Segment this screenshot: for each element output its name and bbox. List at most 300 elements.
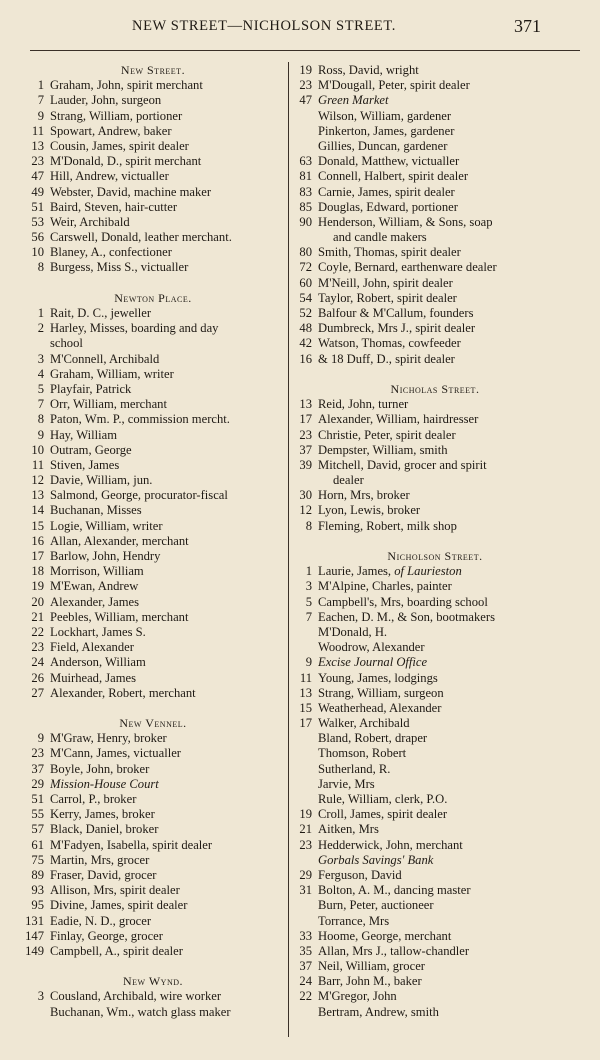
directory-entry (290, 868, 580, 883)
house-number: 16 (31, 533, 44, 548)
resident-name: Bland, Robert, draper (318, 731, 428, 746)
house-number: 95 (31, 898, 44, 913)
resident-name: Gorbals Savings' Bank (318, 852, 434, 867)
house-number: 10 (31, 442, 44, 457)
resident-name: Woodrow, Alexander (318, 640, 425, 655)
resident-name: Hill, Andrew, victualler (50, 169, 169, 184)
directory-entry (22, 124, 284, 139)
resident-text (333, 230, 580, 245)
directory-entry (290, 291, 580, 306)
house-number: 9 (37, 427, 44, 442)
resident-text (318, 671, 580, 686)
resident-text (318, 807, 580, 822)
resident-name: Christie, Peter, spirit dealer (318, 427, 456, 442)
house-number: 29 (299, 867, 312, 882)
resident-name: Buchanan, Misses (50, 503, 142, 518)
house-number: 20 (31, 594, 44, 609)
directory-entry (290, 686, 580, 701)
street-heading: New Wynd. (122, 974, 184, 989)
directory-entry (22, 746, 284, 761)
directory-entry (22, 230, 284, 245)
house-number: 9 (37, 108, 44, 123)
house-number: 23 (31, 154, 44, 169)
directory-entry (290, 838, 580, 853)
resident-text (318, 109, 580, 124)
directory-entry (22, 838, 284, 853)
house-number: 57 (31, 822, 44, 837)
resident-text (318, 185, 580, 200)
resident-text (318, 822, 580, 837)
house-number: 8 (37, 412, 44, 427)
resident-text (50, 655, 284, 670)
house-number: 60 (299, 275, 312, 290)
resident-name: Anderson, William (50, 655, 146, 670)
directory-entry (22, 154, 284, 169)
directory-entry (290, 731, 580, 746)
resident-name: Strang, William, surgeon (318, 685, 444, 700)
resident-text (50, 853, 284, 868)
resident-text (318, 321, 580, 336)
directory-entry (22, 306, 284, 321)
resident-text (50, 200, 284, 215)
house-number: 63 (299, 154, 312, 169)
resident-text (50, 625, 284, 640)
resident-name: Martin, Mrs, grocer (50, 852, 150, 867)
house-number: 37 (299, 442, 312, 457)
house-number: 13 (299, 685, 312, 700)
resident-text (50, 352, 284, 367)
directory-entry (290, 215, 580, 230)
directory-entry (22, 245, 284, 260)
resident-text (318, 503, 580, 518)
directory-entry (290, 200, 580, 215)
directory-entry (22, 503, 284, 518)
directory-entry (22, 686, 284, 701)
running-header (0, 14, 600, 40)
resident-text (50, 488, 284, 503)
resident-name: Jarvie, Mrs (318, 776, 375, 791)
house-number: 17 (31, 549, 44, 563)
directory-entry (22, 428, 284, 443)
resident-text (318, 215, 580, 230)
resident-text (318, 443, 580, 458)
street-heading: New Vennel. (119, 716, 187, 731)
directory-entry (290, 914, 580, 929)
resident-name: Barr, John M., baker (318, 974, 422, 989)
directory-entry (290, 595, 580, 610)
resident-name: Laurie, James, (318, 564, 395, 579)
directory-entry (290, 473, 580, 488)
resident-name: Alexander, James (50, 594, 140, 609)
house-number: 85 (299, 199, 312, 214)
resident-text (50, 807, 284, 822)
directory-entry (22, 671, 284, 686)
resident-name: Cousland, Archibald, wire worker (50, 989, 222, 1004)
resident-name: Rait, D. C., jeweller (50, 306, 152, 320)
directory-entry (290, 671, 580, 686)
resident-name: M'Dougall, Peter, spirit dealer (318, 78, 470, 93)
directory-entry (22, 579, 284, 594)
directory-entry (22, 109, 284, 124)
house-number: 16 (299, 351, 312, 366)
resident-name: Spowart, Andrew, baker (50, 123, 172, 138)
resident-text (318, 260, 580, 275)
column-divider (288, 62, 289, 1037)
directory-entry (22, 944, 284, 959)
house-number: 61 (31, 837, 44, 852)
resident-name: Allan, Mrs J., tallow-chandler (318, 943, 470, 958)
resident-name: & 18 Duff, D., spirit dealer (318, 351, 455, 366)
house-number: 17 (299, 412, 312, 427)
resident-text (318, 200, 580, 215)
directory-entry (290, 412, 580, 427)
resident-name: Lauder, John, surgeon (50, 93, 162, 108)
directory-entry (22, 883, 284, 898)
house-number: 47 (31, 169, 44, 184)
resident-name: Harley, Misses, boarding and day (50, 321, 219, 336)
directory-entry (22, 610, 284, 625)
resident-name: Field, Alexander (50, 640, 134, 655)
directory-entry (22, 777, 284, 792)
resident-name: Weir, Archibald (50, 214, 130, 229)
directory-entry (22, 443, 284, 458)
directory-entry (290, 352, 580, 367)
house-number: 13 (31, 138, 44, 153)
resident-name: Dumbreck, Mrs J., spirit dealer (318, 321, 476, 336)
resident-text (318, 169, 580, 184)
resident-text (318, 838, 580, 853)
house-number: 11 (31, 457, 44, 472)
house-number: 21 (31, 609, 44, 624)
house-number: 37 (31, 761, 44, 776)
directory-entry (290, 78, 580, 93)
resident-text (50, 989, 284, 1004)
directory-entry (22, 655, 284, 670)
house-number: 15 (299, 700, 312, 715)
directory-entry (22, 1005, 284, 1020)
directory-entry (22, 549, 284, 564)
house-number: 7 (305, 609, 312, 624)
directory-entry (290, 716, 580, 731)
resident-text (50, 321, 284, 336)
resident-text (318, 276, 580, 291)
directory-entry (22, 473, 284, 488)
resident-name: Thomson, Robert (318, 746, 407, 761)
directory-entry (290, 124, 580, 139)
resident-italic-note: of Laurieston (394, 564, 462, 579)
directory-entry (290, 959, 580, 974)
resident-text (50, 230, 284, 245)
resident-text (333, 473, 580, 488)
directory-entry (290, 792, 580, 807)
resident-text (50, 260, 284, 275)
resident-name: Eadie, N. D., grocer (50, 913, 152, 928)
directory-entry (22, 185, 284, 200)
resident-name: Connell, Halbert, spirit dealer (318, 169, 469, 184)
directory-entry (290, 443, 580, 458)
directory-entry (22, 78, 284, 93)
resident-name: Outram, George (50, 442, 132, 457)
resident-name: Taylor, Robert, spirit dealer (318, 290, 457, 305)
house-number: 27 (31, 685, 44, 700)
resident-text (50, 169, 284, 184)
resident-text (50, 549, 284, 564)
resident-text (318, 959, 580, 974)
resident-text (318, 124, 580, 139)
directory-entry (290, 336, 580, 351)
resident-text (318, 412, 580, 427)
directory-entry (290, 458, 580, 473)
resident-name: Wilson, William, gardener (318, 108, 452, 123)
house-number: 15 (31, 518, 44, 533)
directory-entry (290, 428, 580, 443)
resident-name: Weatherhead, Alexander (318, 700, 442, 715)
resident-text (50, 124, 284, 139)
resident-text (50, 397, 284, 412)
house-number: 49 (31, 184, 44, 199)
resident-name: Henderson, William, & Sons, soap (318, 214, 493, 229)
resident-text (50, 458, 284, 473)
resident-text (50, 792, 284, 807)
resident-name: Hoome, George, merchant (318, 928, 452, 943)
directory-entry (22, 640, 284, 655)
directory-entry (290, 655, 580, 670)
directory-entry (290, 777, 580, 792)
directory-entry (290, 640, 580, 655)
right-column (290, 63, 580, 1020)
resident-text (50, 336, 284, 351)
directory-entry (22, 564, 284, 579)
resident-text (318, 762, 580, 777)
house-number: 52 (299, 306, 312, 320)
resident-name: Eachen, D. M., & Son, bootmakers (318, 609, 495, 624)
resident-text (318, 139, 580, 154)
resident-text (50, 898, 284, 913)
resident-text (318, 458, 580, 473)
resident-text (50, 443, 284, 458)
house-number: 35 (299, 943, 312, 958)
house-number: 147 (25, 928, 44, 943)
resident-text (318, 898, 580, 913)
directory-entry (290, 989, 580, 1004)
resident-text (318, 929, 580, 944)
resident-text (318, 352, 580, 367)
resident-name: Blaney, A., confectioner (50, 245, 172, 260)
section-spacer (22, 959, 284, 974)
house-number: 7 (37, 93, 44, 108)
resident-name: Ferguson, David (318, 867, 402, 882)
resident-text (318, 792, 580, 807)
resident-name: Playfair, Patrick (50, 381, 132, 396)
resident-text (50, 473, 284, 488)
resident-text (50, 185, 284, 200)
house-number: 10 (31, 245, 44, 260)
resident-name: Alexander, Robert, merchant (50, 685, 196, 700)
resident-name: Bolton, A. M., dancing master (318, 883, 471, 898)
resident-text (318, 245, 580, 260)
directory-entry (290, 579, 580, 594)
resident-name: Carswell, Donald, leather merchant. (50, 230, 232, 245)
directory-entry (22, 336, 284, 351)
house-number: 53 (31, 214, 44, 229)
resident-name: Lyon, Lewis, broker (318, 503, 421, 518)
resident-text (318, 595, 580, 610)
directory-entry (290, 822, 580, 837)
house-number: 2 (37, 321, 44, 336)
directory-entry (290, 610, 580, 625)
resident-text (318, 610, 580, 625)
resident-text (318, 716, 580, 731)
resident-name: Alexander, William, hairdresser (318, 412, 479, 427)
resident-text (318, 78, 580, 93)
resident-name: M'Graw, Henry, broker (50, 731, 167, 746)
house-number: 51 (31, 792, 44, 806)
directory-entry (290, 944, 580, 959)
resident-text (318, 519, 580, 534)
directory-entry (290, 109, 580, 124)
house-number: 23 (299, 837, 312, 852)
resident-name: Davie, William, jun. (50, 473, 153, 488)
directory-entry (290, 276, 580, 291)
page-number: 371 (514, 16, 541, 36)
house-number: 19 (31, 579, 44, 594)
resident-text (50, 762, 284, 777)
resident-name: Allison, Mrs, spirit dealer (50, 883, 180, 898)
house-number: 23 (31, 640, 44, 655)
resident-text (318, 336, 580, 351)
house-number: 80 (299, 245, 312, 260)
resident-name: Paton, Wm. P., commission mercht. (50, 412, 230, 427)
resident-name: M'Donald, D., spirit merchant (50, 154, 202, 169)
resident-name: Smith, Thomas, spirit dealer (318, 245, 461, 260)
directory-entry (290, 321, 580, 336)
house-number: 93 (31, 883, 44, 898)
resident-name: M'Connell, Archibald (50, 351, 160, 366)
resident-name: Burn, Peter, auctioneer (318, 898, 434, 913)
house-number: 23 (299, 427, 312, 442)
resident-name: Mission-House Court (50, 776, 159, 791)
resident-text (318, 853, 580, 868)
resident-name: M'Alpine, Charles, painter (318, 579, 452, 594)
directory-entry (22, 929, 284, 944)
house-number: 5 (305, 594, 312, 609)
directory-entry (22, 397, 284, 412)
resident-text (318, 883, 580, 898)
resident-name: Excise Journal Office (318, 655, 428, 670)
section-spacer (22, 701, 284, 716)
directory-entry (290, 245, 580, 260)
resident-text (318, 154, 580, 169)
house-number: 19 (299, 63, 312, 77)
house-number: 83 (299, 184, 312, 199)
resident-text (318, 974, 580, 989)
section-spacer (22, 276, 284, 291)
resident-name: Fraser, David, grocer (50, 867, 157, 882)
directory-entry (22, 260, 284, 275)
resident-name: Bertram, Andrew, smith (318, 1004, 439, 1019)
directory-entry (22, 139, 284, 154)
directory-entry (22, 519, 284, 534)
directory-entry (290, 397, 580, 412)
house-number: 33 (299, 928, 312, 943)
resident-name: Peebles, William, merchant (50, 609, 189, 624)
directory-entry (22, 625, 284, 640)
resident-text (318, 989, 580, 1004)
resident-name: Lockhart, James S. (50, 624, 146, 639)
resident-name: Ross, David, wright (318, 63, 419, 77)
resident-text (50, 579, 284, 594)
resident-text (318, 777, 580, 792)
house-number: 8 (37, 260, 44, 275)
resident-name: Croll, James, spirit dealer (318, 807, 448, 822)
resident-name: Webster, David, machine maker (50, 184, 212, 199)
section-spacer (290, 367, 580, 382)
resident-text (50, 610, 284, 625)
resident-name: Orr, William, merchant (50, 397, 167, 412)
house-number: 3 (37, 351, 44, 366)
house-number: 19 (299, 807, 312, 822)
directory-entry (22, 352, 284, 367)
resident-text (50, 777, 284, 792)
resident-name: Reid, John, turner (318, 397, 409, 412)
house-number: 24 (299, 974, 312, 989)
resident-name: Mitchell, David, grocer and spirit (318, 457, 487, 472)
resident-name: Balfour & M'Callum, founders (318, 306, 474, 320)
resident-text (318, 306, 580, 321)
house-number: 12 (299, 503, 312, 518)
house-number: 7 (37, 397, 44, 412)
directory-entry (22, 853, 284, 868)
resident-text (318, 488, 580, 503)
house-number: 22 (299, 989, 312, 1004)
resident-text (50, 382, 284, 397)
resident-name: Walker, Archibald (318, 716, 410, 731)
resident-name: M'Cann, James, victualler (50, 746, 181, 761)
resident-name: Burgess, Miss S., victualler (50, 260, 189, 275)
resident-text (318, 701, 580, 716)
directory-entry (22, 321, 284, 336)
resident-name: Hay, William (50, 427, 117, 442)
resident-name: Barlow, John, Hendry (50, 549, 161, 563)
house-number: 12 (31, 473, 44, 488)
resident-text (50, 1005, 284, 1020)
house-number: 9 (305, 655, 312, 670)
resident-name: Graham, John, spirit merchant (50, 78, 203, 93)
directory-entry (22, 731, 284, 746)
street-heading: Nicholas Street. (390, 381, 480, 396)
resident-text (50, 686, 284, 701)
resident-name: Coyle, Bernard, earthenware dealer (318, 260, 497, 275)
directory-entry (290, 807, 580, 822)
resident-name: Fleming, Robert, milk shop (318, 518, 457, 533)
resident-text (318, 1005, 580, 1020)
house-number: 131 (25, 913, 44, 928)
resident-name: Horn, Mrs, broker (318, 488, 410, 503)
house-number: 89 (31, 867, 44, 882)
resident-text (50, 868, 284, 883)
resident-name: Allan, Alexander, merchant (50, 533, 189, 548)
resident-text (50, 78, 284, 93)
directory-entry (290, 519, 580, 534)
directory-entry (290, 1005, 580, 1020)
resident-text (50, 883, 284, 898)
directory-entry (22, 382, 284, 397)
house-number: 54 (299, 290, 312, 305)
house-number: 11 (299, 670, 312, 685)
house-number: 13 (31, 488, 44, 503)
house-number: 3 (305, 579, 312, 594)
house-number: 47 (299, 93, 312, 108)
